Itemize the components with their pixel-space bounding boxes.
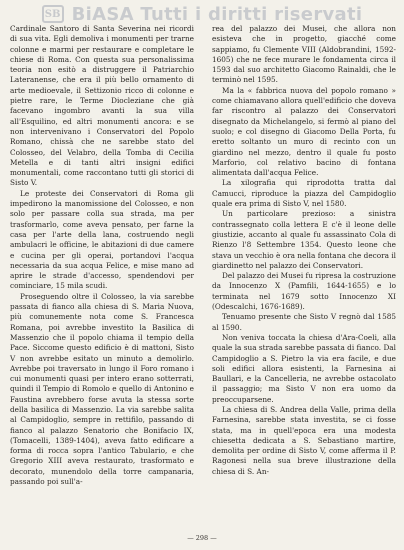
paragraph: La chiesa di S. Andrea della Valle, prima della Farnesina, sarebbe stata investita, se ci fosse stata, ma in quell'epoca era una modesta chiesetta dedicata a S. Sebastiano martire, demolita per ordine di Sisto V, come afferma il P. Ragonesi nella sua breve illustrazione della chiesa di S. An- (212, 404, 396, 476)
paragraph: Le proteste dei Conservatori di Roma gli impedirono la manomissione del Colosseo, e non solo per passare colla sua strada, ma per trasformarlo, come aveva pensato, per farne la casa per l'arte della lana, costruendo negli ambulacri le officine, le abitazioni di due camere e cucina per gli operai, portandovi l'acqua necessaria da sua acqua Felice, e mise mano ad aprire le strade d'accesso, spendendovi per cominciare, 15 mila scudi. (10, 188, 194, 291)
page-body (10, 24, 396, 524)
watermark-text: BiASA Tutti i diritti riservati (71, 3, 363, 25)
watermark-logo: SB (42, 5, 64, 23)
paragraph: Non veniva toccata la chiesa d'Ara-Coeli, alla quale la sua strada sarebbe passata di fianco. Dal Campidoglio a S. Pietro la via era facile, e due soli edifici allora esistenti, la Farnesina ai Baullari, e la Cancelleria, ne avrebbe ostacolato il passaggio; ma Sisto V non era uomo da preoccuparsene. (212, 332, 396, 404)
page-number: — 298 — (187, 534, 217, 542)
paragraph: Ma la « fabbrica nuova del popolo romano » come chiamavano allora quell'edificio che doveva far riscontro al palazzo dei Conservatori disegnato da Michelangelo, si fermò al piano del suolo; e col disegno di Giacomo Della Porta, fu eretto soltanto un muro di recinto con un giardino nel mezzo, dentro il quale fu posto Marforio, col relativo bacino di fontana alimentata dall'acqua Felice. (212, 85, 396, 178)
paragraph: rea del palazzo dei Musei, che allora non esisteva che in progetto, giacché come sappiamo, fu Clemente VIII (Aldobrandini, 1592-1605) che ne fece murare le fondamenta circa il 1593 dal suo architetto Giacomo Rainaldi, che le terminò nel 1595. (212, 24, 396, 85)
left-column (10, 24, 194, 524)
paragraph: Del palazzo dei Musei fu ripresa la costruzione da Innocenzo X (Pamfili, 1644-1655) e lo terminata nel 1679 sotto Innocenzo XI (Odescalchi, 1676-1689). (212, 271, 396, 312)
paragraph: Un particolare prezioso: a sinistra contrassegnato colla lettera E c'è il leone delle giustizie, accanto al quale fu assassinato Cola di Rienzo l'8 Settembre 1354. Questo leone che stava un vecchio è ora nella fontana che decora il giardinetto nel palazzo dei Conservatori. (212, 209, 396, 270)
paragraph: Tenuamo presente che Sisto V regnò dal 1585 al 1590. (212, 312, 396, 332)
paragraph: La xilografia qui riprodotta tratta dal Camucci, riproduce la piazza del Campidoglio quale era prima di Sisto V, nel 1580. (212, 178, 396, 209)
paragraph: Proseguendo oltre il Colosseo, la via sarebbe passata di fianco alla chiesa di S. Maria Nuova, più comunemente nota come S. Francesca Romana, poi avrebbe investito la Basilica di Massenzio che il popolo chiama il tempio della Pace. Siccome questo edificio è di mattoni, Sisto V non avrebbe esitato un minuto a demolirlo. Avrebbe poi traversato in lungo il Foro romano i cui monumenti quasi per intero erano sotterrati, quindi il Tempio di Romolo e quello di Antonino e Faustina avrebbero forse avuta la stessa sorte della basilica di Massenzio. La via sarebbe salita al Campidoglio, sempre in rettifilo, passando di fianco al palazzo Senatorio che Bonifacio IX, (Tomacelli, 1389-1404), aveva fatto edificare a forma di rocca sopra l'antico Tabulario, e che Gregorio XIII aveva restaurato, trasformato e decorato, munendolo della torre campanaria, passando poi sull'a- (10, 291, 194, 487)
right-column (212, 24, 396, 524)
paragraph: Cardinale Santoro di Santa Severina nei ricordi di sua vita. Egli demoliva i monumenti per trarne colonne e marmi per restaurare e completare le chiese di Roma. Con questa sua personalissima teoria non esitò a distruggere il Patriarchio Lateranense, che era il più bello ornamento di arte medioevale, il Settizonio ricco di colonne e pietre rare, le Terme Diocleziane che già facevano ingombro avanti la sua villa all'Esquilino, ed altri monumenti ancora: e se non intervenivano i Conservatori del Popolo Romano, chissà che ne sarebbe stato del Colosseo, del Velabro, della Tomba di Cecilia Metella e di tanti altri insigni edifici monumentali, come raccontano tutti gli storici di Sisto V. (10, 24, 194, 188)
